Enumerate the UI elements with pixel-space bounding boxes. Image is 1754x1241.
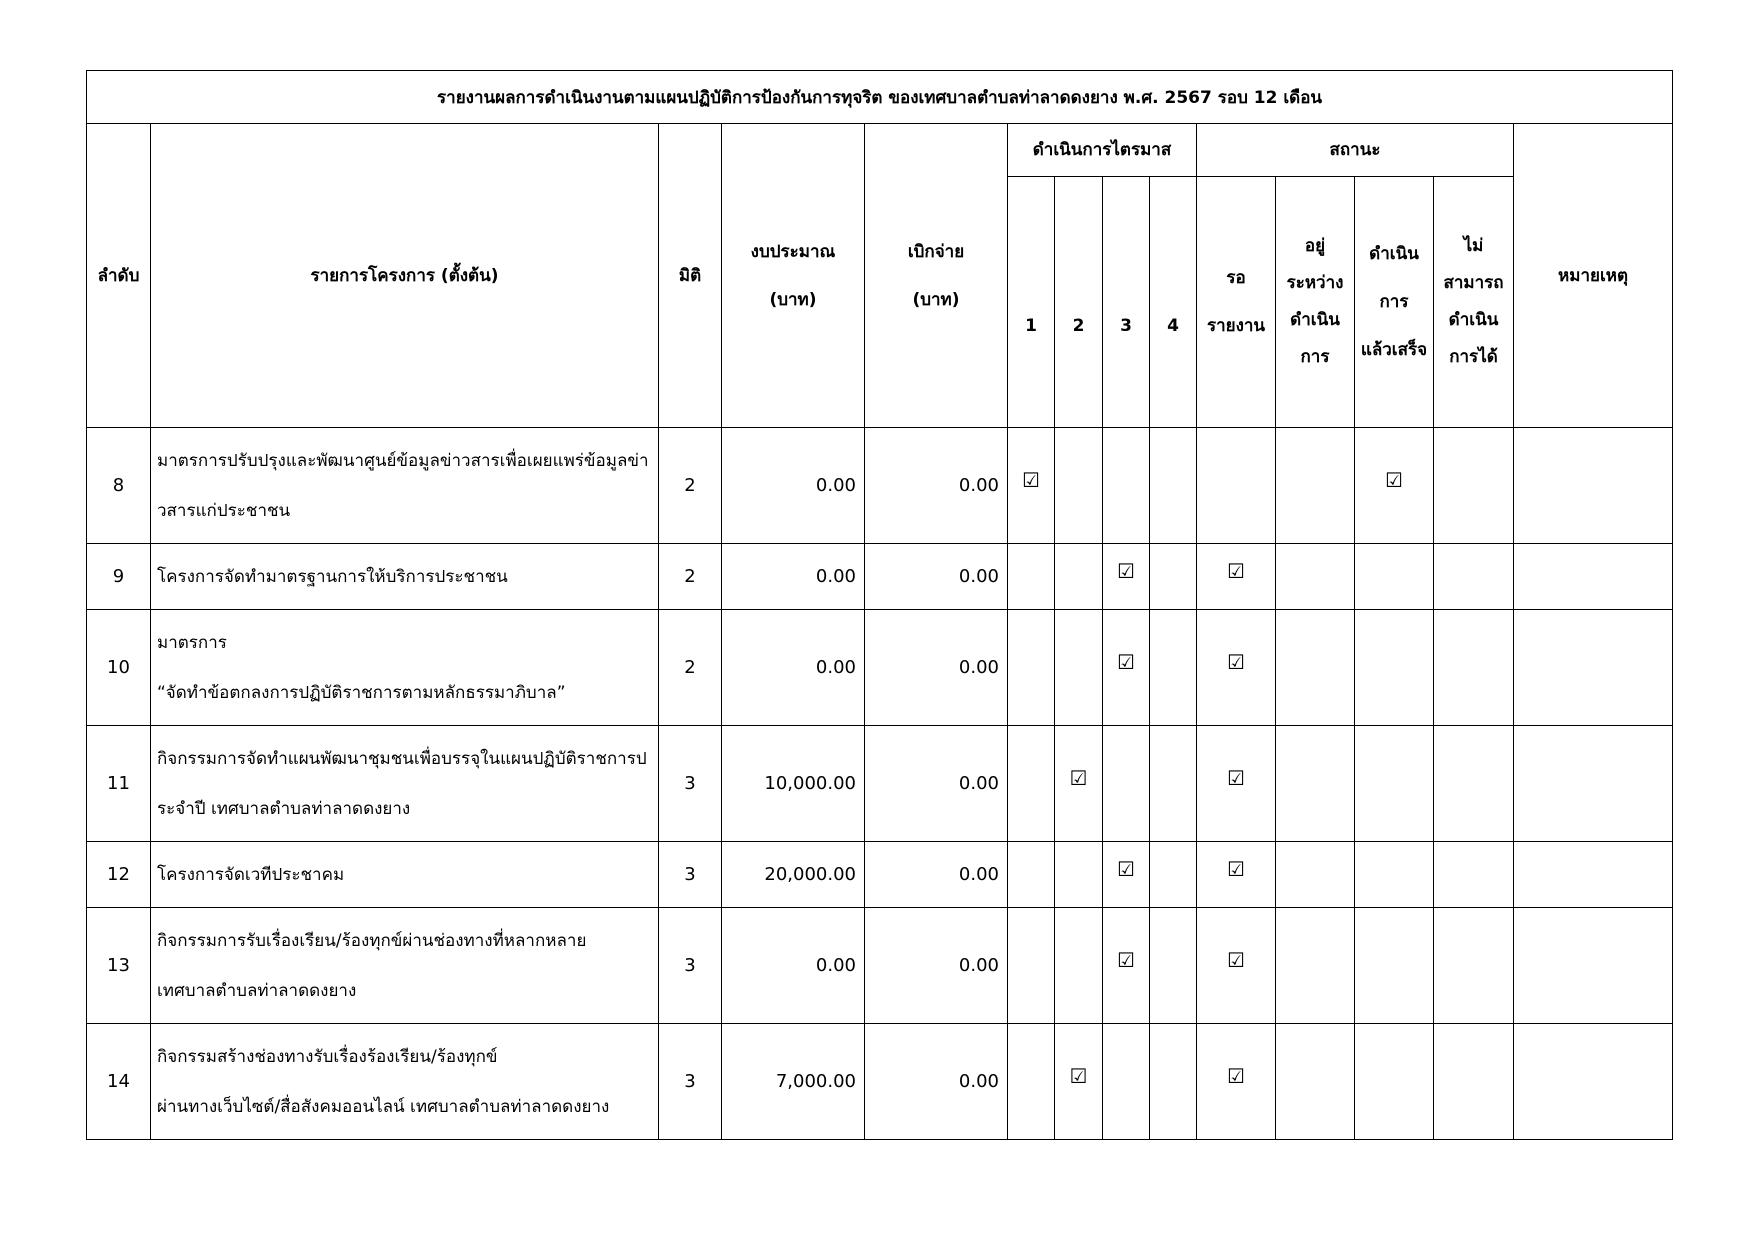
row-project (151, 726, 659, 842)
row-project-line1: มาตรการ (157, 632, 227, 653)
checked-box-icon: ☑ (1117, 856, 1135, 881)
remarks-cell (1514, 842, 1673, 908)
row-disbursed: 0.00 (865, 428, 1008, 544)
row-project-line1: กิจกรรมการรับเรื่องเรียน/ร้องทุกข์ผ่านช่องทางที่หลากหลาย (157, 930, 587, 951)
quarter-3-cell (1103, 544, 1150, 610)
row-project-line1: โครงการจัดทำมาตรฐานการให้บริการประชาชน (157, 566, 508, 587)
header-status-unable (1434, 177, 1514, 428)
quarter-3-cell (1103, 610, 1150, 726)
report-title: รายงานผลการดำเนินงานตามแผนปฏิบัติการป้องกันการทุจริต ของเทศบาลตำบลท่าลาดดงยาง พ.ศ. 2567 รอบ 12 เดือน (87, 71, 1673, 124)
status-done-cell (1355, 908, 1434, 1024)
status-unable-cell (1434, 908, 1514, 1024)
quarter-1-cell (1008, 610, 1055, 726)
table-row (87, 1024, 1673, 1140)
row-dimension: 3 (659, 908, 722, 1024)
row-number: 12 (87, 842, 151, 908)
table-row (87, 726, 1673, 842)
row-project (151, 428, 659, 544)
checked-box-icon: ☑ (1227, 947, 1245, 972)
row-dimension: 2 (659, 428, 722, 544)
row-project-line1: มาตรการปรับปรุงและพัฒนาศูนย์ข้อมูลข่าวสารเพื่อเผยแพร่ข้อมูลข่า (157, 450, 649, 471)
checked-box-icon: ☑ (1385, 467, 1403, 492)
row-disbursed: 0.00 (865, 726, 1008, 842)
row-number: 8 (87, 428, 151, 544)
header-disbursed-line2: (บาท) (912, 289, 960, 310)
header-status-group: สถานะ (1197, 124, 1514, 177)
quarter-1-cell (1008, 908, 1055, 1024)
checked-box-icon: ☑ (1022, 467, 1040, 492)
checked-box-icon: ☑ (1227, 1063, 1245, 1088)
remarks-cell (1514, 428, 1673, 544)
row-budget: 0.00 (722, 908, 865, 1024)
row-disbursed: 0.00 (865, 908, 1008, 1024)
header-budget (722, 124, 865, 428)
table-row (87, 842, 1673, 908)
status-inprogress-cell (1276, 428, 1355, 544)
row-disbursed: 0.00 (865, 842, 1008, 908)
header-budget-line2: (บาท) (769, 289, 817, 310)
status-waiting-cell (1197, 428, 1276, 544)
status-waiting-cell (1197, 1024, 1276, 1140)
checked-box-icon: ☑ (1069, 765, 1088, 790)
header-order: ลำดับ (87, 124, 151, 428)
status-unable-cell (1434, 726, 1514, 842)
header-disbursed (865, 124, 1008, 428)
checked-box-icon: ☑ (1227, 558, 1245, 583)
table-row (87, 610, 1673, 726)
row-number: 10 (87, 610, 151, 726)
row-project-line1: โครงการจัดเวทีประชาคม (157, 864, 345, 885)
status-unable-cell (1434, 842, 1514, 908)
row-project (151, 1024, 659, 1140)
header-project: รายการโครงการ (ตั้งต้น) (151, 124, 659, 428)
status-done-cell (1355, 544, 1434, 610)
header-status-done (1355, 177, 1434, 428)
quarter-2-cell (1055, 726, 1103, 842)
quarter-1-cell (1008, 842, 1055, 908)
row-project-line2: “จัดทำข้อตกลงการปฏิบัติราชการตามหลักธรรมาภิบาล” (157, 682, 566, 703)
quarter-4-cell (1150, 908, 1197, 1024)
row-number: 11 (87, 726, 151, 842)
status-unable-cell (1434, 1024, 1514, 1140)
quarter-2-cell (1055, 544, 1103, 610)
header-status-inprogress-l4: การ (1300, 347, 1330, 367)
header-status-done-l3: แล้วเสร็จ (1360, 340, 1428, 360)
quarter-3-cell (1103, 908, 1150, 1024)
status-unable-cell (1434, 610, 1514, 726)
quarter-1-cell (1008, 428, 1055, 544)
row-project (151, 842, 659, 908)
header-status-inprogress-l1: อยู่ (1304, 236, 1326, 256)
header-status-unable-l3: ดำเนิน (1448, 310, 1499, 330)
quarter-3-cell (1103, 428, 1150, 544)
status-unable-cell (1434, 544, 1514, 610)
header-status-waiting-l2: รายงาน (1206, 316, 1266, 336)
quarter-1-cell (1008, 726, 1055, 842)
remarks-cell (1514, 726, 1673, 842)
row-project-line1: กิจกรรมการจัดทำแผนพัฒนาชุมชนเพื่อบรรจุในแผนปฏิบัติราชการป (157, 748, 647, 769)
header-quarter-4: 4 (1150, 177, 1197, 428)
row-project (151, 544, 659, 610)
header-status-inprogress (1276, 177, 1355, 428)
table-row (87, 428, 1673, 544)
header-budget-line1: งบประมาณ (750, 241, 836, 262)
remarks-cell (1514, 908, 1673, 1024)
status-done-cell (1355, 726, 1434, 842)
row-budget: 0.00 (722, 544, 865, 610)
header-quarter-3: 3 (1103, 177, 1150, 428)
header-status-unable-l2: สามารถ (1443, 273, 1504, 293)
header-status-inprogress-l3: ดำเนิน (1290, 310, 1340, 330)
row-disbursed: 0.00 (865, 544, 1008, 610)
row-dimension: 2 (659, 544, 722, 610)
row-budget: 0.00 (722, 428, 865, 544)
header-status-inprogress-l2: ระหว่าง (1286, 273, 1344, 293)
header-status-waiting (1197, 177, 1276, 428)
row-project-line2: ระจำปี เทศบาลตำบลท่าลาดดงยาง (157, 798, 411, 819)
row-project (151, 908, 659, 1024)
status-done-cell (1355, 842, 1434, 908)
quarter-2-cell (1055, 1024, 1103, 1140)
header-status-waiting-l1: รอ (1226, 268, 1246, 288)
quarter-2-cell (1055, 428, 1103, 544)
status-inprogress-cell (1276, 726, 1355, 842)
checked-box-icon: ☑ (1227, 856, 1245, 881)
row-number: 9 (87, 544, 151, 610)
header-remarks: หมายเหตุ (1514, 124, 1673, 428)
status-inprogress-cell (1276, 1024, 1355, 1140)
status-inprogress-cell (1276, 544, 1355, 610)
status-unable-cell (1434, 428, 1514, 544)
quarter-4-cell (1150, 428, 1197, 544)
quarter-1-cell (1008, 544, 1055, 610)
status-done-cell (1355, 610, 1434, 726)
status-waiting-cell (1197, 544, 1276, 610)
quarter-2-cell (1055, 610, 1103, 726)
row-dimension: 2 (659, 610, 722, 726)
status-inprogress-cell (1276, 610, 1355, 726)
row-number: 13 (87, 908, 151, 1024)
quarter-4-cell (1150, 610, 1197, 726)
status-done-cell (1355, 1024, 1434, 1140)
header-status-done-l2: การ (1379, 292, 1409, 312)
row-project-line2: เทศบาลตำบลท่าลาดดงยาง (157, 980, 357, 1001)
checked-box-icon: ☑ (1069, 1063, 1088, 1088)
status-waiting-cell (1197, 908, 1276, 1024)
row-project (151, 610, 659, 726)
header-status-unable-l4: การได้ (1449, 347, 1498, 367)
row-number: 14 (87, 1024, 151, 1140)
quarter-3-cell (1103, 726, 1150, 842)
row-project-line1: กิจกรรมสร้างช่องทางรับเรื่องร้องเรียน/ร้องทุกข์ (157, 1046, 498, 1067)
remarks-cell (1514, 1024, 1673, 1140)
status-waiting-cell (1197, 726, 1276, 842)
quarter-2-cell (1055, 842, 1103, 908)
quarter-2-cell (1055, 908, 1103, 1024)
row-dimension: 3 (659, 1024, 722, 1140)
quarter-1-cell (1008, 1024, 1055, 1140)
remarks-cell (1514, 544, 1673, 610)
row-project-line2: ผ่านทางเว็บไซต์/สื่อสังคมออนไลน์ เทศบาลตำบลท่าลาดดงยาง (157, 1096, 610, 1117)
row-budget: 7,000.00 (722, 1024, 865, 1140)
quarter-4-cell (1150, 1024, 1197, 1140)
row-disbursed: 0.00 (865, 1024, 1008, 1140)
quarter-3-cell (1103, 1024, 1150, 1140)
quarter-3-cell (1103, 842, 1150, 908)
checked-box-icon: ☑ (1227, 649, 1245, 674)
row-disbursed: 0.00 (865, 610, 1008, 726)
row-budget: 10,000.00 (722, 726, 865, 842)
quarter-4-cell (1150, 726, 1197, 842)
checked-box-icon: ☑ (1117, 558, 1135, 583)
quarter-4-cell (1150, 544, 1197, 610)
status-waiting-cell (1197, 842, 1276, 908)
row-budget: 20,000.00 (722, 842, 865, 908)
row-dimension: 3 (659, 842, 722, 908)
checked-box-icon: ☑ (1117, 649, 1135, 674)
header-disbursed-line1: เบิกจ่าย (907, 241, 965, 262)
status-inprogress-cell (1276, 842, 1355, 908)
header-dimension: มิติ (659, 124, 722, 428)
row-dimension: 3 (659, 726, 722, 842)
remarks-cell (1514, 610, 1673, 726)
status-done-cell (1355, 428, 1434, 544)
row-project-line2: วสารแก่ประชาชน (157, 500, 291, 521)
checked-box-icon: ☑ (1117, 947, 1135, 972)
checked-box-icon: ☑ (1227, 765, 1245, 790)
header-status-unable-l1: ไม่ (1463, 236, 1484, 256)
quarter-4-cell (1150, 842, 1197, 908)
table-row (87, 908, 1673, 1024)
header-quarter-2: 2 (1055, 177, 1103, 428)
report-table (86, 70, 1673, 1140)
row-budget: 0.00 (722, 610, 865, 726)
header-quarter-1: 1 (1008, 177, 1055, 428)
table-row (87, 544, 1673, 610)
header-quarter-group: ดำเนินการไตรมาส (1008, 124, 1197, 177)
status-waiting-cell (1197, 610, 1276, 726)
status-inprogress-cell (1276, 908, 1355, 1024)
header-status-done-l1: ดำเนิน (1369, 244, 1419, 264)
